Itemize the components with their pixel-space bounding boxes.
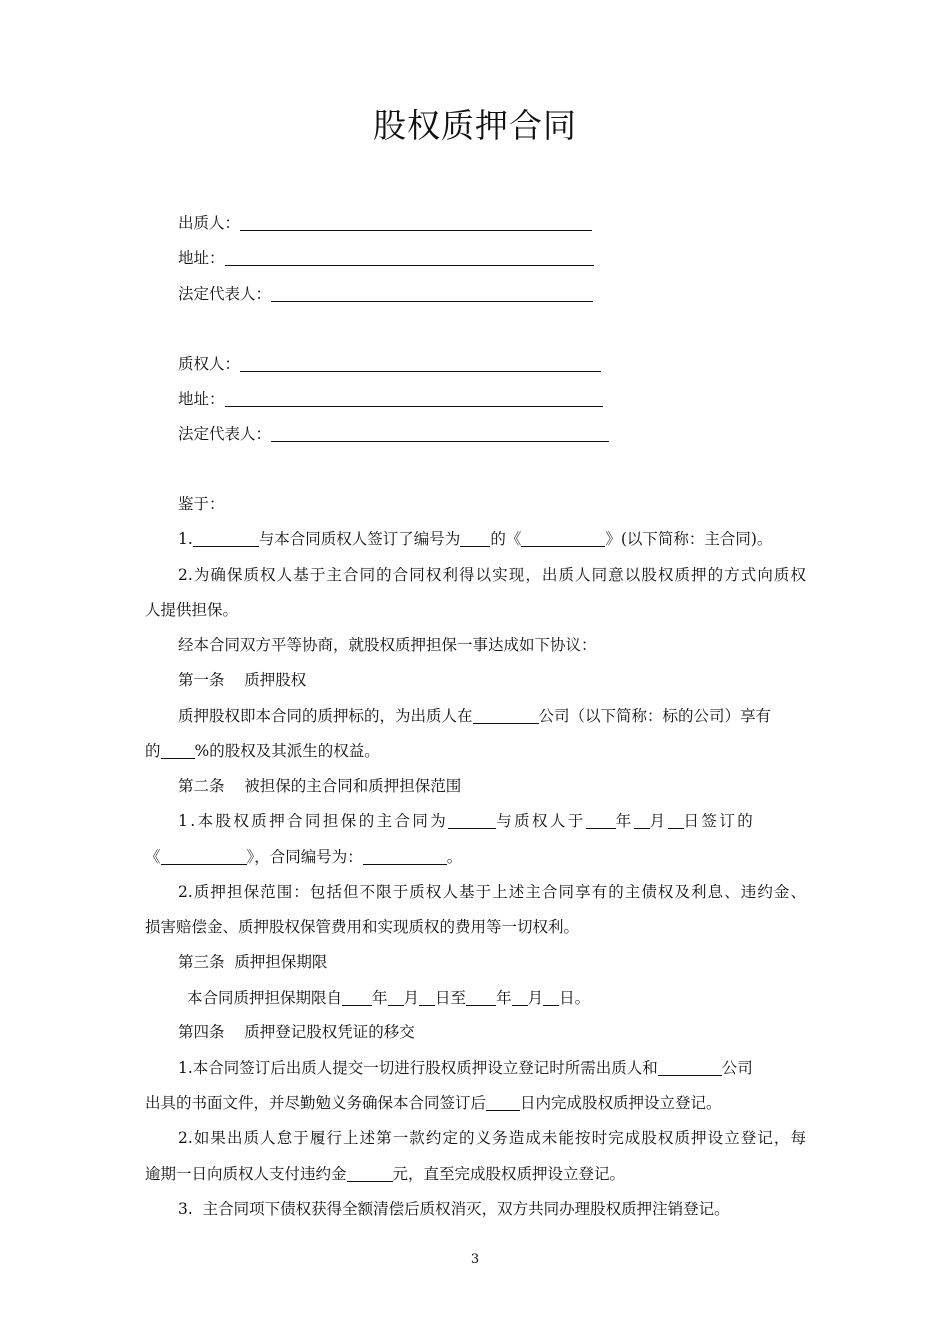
article-3-text-b: 日至: [435, 989, 467, 1007]
whereas-item-1-number: 1.: [178, 530, 193, 548]
article-3-year-label-2: 年: [496, 989, 512, 1007]
start-day-blank[interactable]: [419, 989, 435, 1006]
whereas-item-1-text-a: 与本合同质权人签订了编号为: [258, 530, 461, 548]
article-2-para-1-line-2: [145, 846, 462, 868]
article-4-text-a: 1.本合同签订后出质人提交一切进行股权质押设立登记时所需出质人和: [178, 1059, 658, 1077]
article-1-text-b: 公司（以下简称：标的公司）享有: [538, 707, 772, 725]
penalty-amount-blank[interactable]: [347, 1165, 393, 1182]
pledgee-address-blank[interactable]: [225, 390, 603, 407]
pledgor-rep-line: [178, 283, 593, 305]
article-2-para-2-line-2: 损害赔偿金、质押股权保管费用和实现质权的费用等一切权利。: [145, 918, 580, 936]
article-2-text-e: 》，合同编号为：: [246, 848, 363, 866]
article-3-heading: 第三条 质押担保期限: [178, 953, 328, 971]
pledgee-address-label: 地址：: [178, 390, 225, 408]
article-4-text-c: 出具的书面文件，并尽勤勉义务确保本合同签订后: [145, 1094, 487, 1112]
registration-days-blank[interactable]: [486, 1094, 520, 1111]
article-2-month-label: 月: [649, 812, 668, 830]
article-2-para-1-line-1: [178, 810, 755, 832]
pledgor-rep-blank[interactable]: [271, 285, 593, 302]
sign-year-blank[interactable]: [586, 812, 616, 829]
article-3-year-label-1: 年: [372, 989, 388, 1007]
pledgee-address-line: [178, 388, 603, 410]
article-2-text-d: 《: [145, 848, 161, 866]
start-year-blank[interactable]: [342, 989, 372, 1006]
article-4-para-1-line-2: [145, 1092, 722, 1114]
pledgor-name-line: [178, 212, 592, 234]
pledgee-rep-line: [178, 423, 609, 445]
article-1-text-d: %的股权及其派生的权益。: [194, 742, 380, 760]
main-contract-name-blank[interactable]: [161, 848, 247, 865]
whereas-item-1: [178, 528, 772, 550]
contract-number-blank[interactable]: [363, 848, 447, 865]
start-month-blank[interactable]: [388, 989, 404, 1006]
pledgee-rep-label: 法定代表人：: [178, 425, 272, 443]
article-3-month-label-2: 月: [527, 989, 544, 1007]
whereas-number-blank[interactable]: [460, 530, 490, 547]
pledgee-rep-blank[interactable]: [271, 425, 609, 442]
article-1-text-a: 质押股权即本合同的质押标的，为出质人在: [178, 707, 473, 725]
sign-month-blank[interactable]: [634, 812, 650, 829]
article-2-year-label: 年: [615, 812, 634, 830]
article-4-text-f: 元，直至完成股权质押设立登记。: [392, 1165, 626, 1183]
page-number: 3: [470, 1252, 480, 1267]
target-company-blank[interactable]: [473, 707, 539, 724]
article-3-text-a: 本合同质押担保期限自: [187, 989, 343, 1007]
article-1-text-c: 的: [145, 742, 161, 760]
pledgor-address-line: [178, 247, 594, 269]
pledgor-address-label: 地址：: [178, 249, 225, 267]
article-2-text-b: 与质权人于: [496, 812, 586, 830]
pledgor-rep-label: 法定代表人：: [178, 285, 272, 303]
article-3-month-label-1: 月: [403, 989, 420, 1007]
pledgee-name-line: [178, 353, 601, 375]
article-1-line-2: [145, 740, 380, 762]
end-year-blank[interactable]: [466, 989, 496, 1006]
registration-company-blank[interactable]: [658, 1059, 722, 1076]
article-3-term-line: [187, 987, 590, 1009]
article-4-para-2-line-1: 2.如果出质人怠于履行上述第一款约定的义务造成未能按时完成股权质押设立登记，每: [178, 1129, 806, 1147]
whereas-heading: 鉴于：: [178, 495, 225, 513]
article-2-text-a: 1.本股权质押合同担保的主合同为: [178, 812, 449, 830]
equity-percent-blank[interactable]: [161, 742, 195, 759]
article-2-text-f: 。: [446, 848, 463, 866]
article-4-text-e: 逾期一日向质权人支付违约金: [145, 1165, 347, 1183]
pledgee-name-blank[interactable]: [240, 355, 601, 372]
whereas-item-2-line-2: 人提供担保。: [145, 601, 239, 619]
article-4-text-d: 日内完成股权质押设立登记。: [520, 1094, 722, 1112]
main-contract-party-blank[interactable]: [448, 812, 496, 829]
article-2-para-2-line-1: 2.质押担保范围：包括但不限于质权人基于上述主合同享有的主债权及利息、违约金、: [178, 883, 806, 901]
whereas-party-blank[interactable]: [193, 530, 259, 547]
sign-day-blank[interactable]: [668, 812, 684, 829]
whereas-item-2-line-1: 2.为确保质权人基于主合同的合同权利得以实现，出质人同意以股权质押的方式向质权: [178, 566, 806, 584]
contract-title: 股权质押合同: [373, 106, 577, 145]
article-2-text-c: 日签订的: [683, 812, 756, 830]
agreement-sentence: 经本合同双方平等协商，就股权质押担保一事达成如下协议：: [178, 636, 597, 654]
article-4-para-3: 3. 主合同项下债权获得全额清偿后质权消灭，双方共同办理股权质押注销登记。: [178, 1200, 730, 1218]
pledgee-name-label: 质权人：: [178, 355, 241, 373]
article-4-text-b: 公司: [721, 1059, 753, 1077]
article-1-heading: 第一条 质押股权: [178, 671, 307, 689]
article-3-text-c: 日。: [559, 989, 591, 1007]
article-4-para-2-line-2: [145, 1163, 625, 1185]
pledgor-address-blank[interactable]: [225, 249, 594, 266]
pledgor-name-label: 出质人：: [178, 214, 241, 232]
article-4-heading: 第四条 质押登记股权凭证的移交: [178, 1023, 415, 1041]
whereas-item-1-text-c: 》(以下简称：主合同)。: [605, 530, 773, 548]
end-month-blank[interactable]: [512, 989, 528, 1006]
article-4-para-1-line-1: [178, 1057, 753, 1079]
whereas-item-1-text-b: 的《: [490, 530, 522, 548]
pledgor-name-blank[interactable]: [240, 214, 592, 231]
article-2-heading: 第二条 被担保的主合同和质押担保范围: [178, 777, 462, 795]
article-1-line-1: [178, 705, 771, 727]
end-day-blank[interactable]: [543, 989, 559, 1006]
whereas-contract-blank[interactable]: [521, 530, 605, 547]
